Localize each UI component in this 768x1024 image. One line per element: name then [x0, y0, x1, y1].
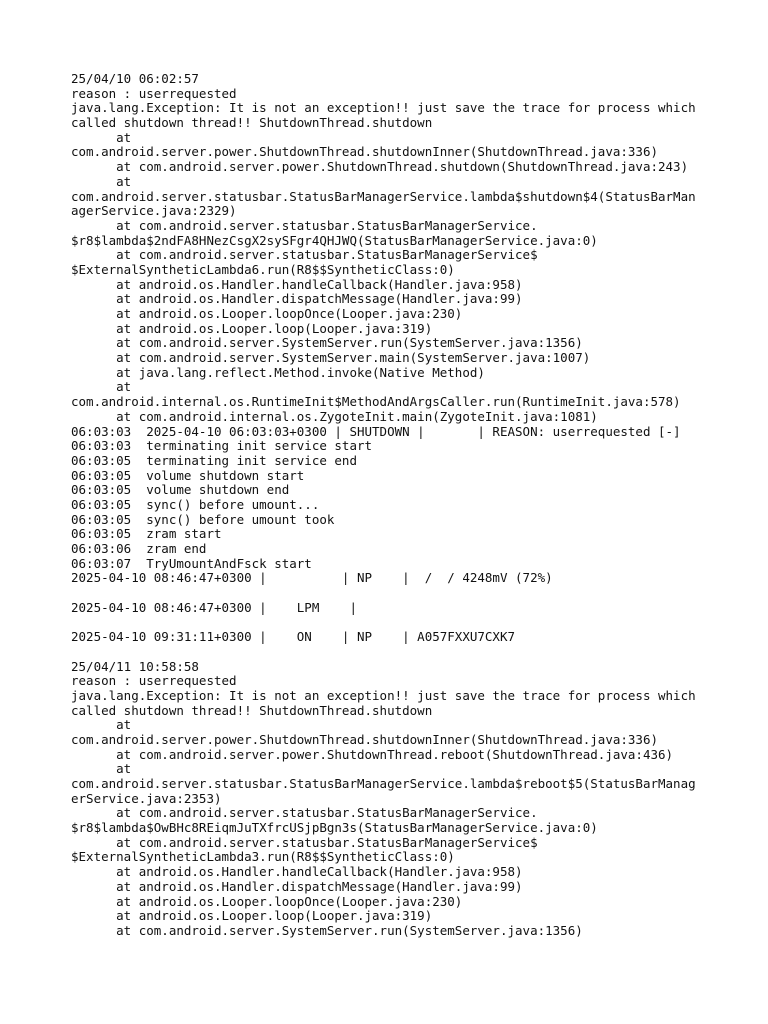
log-line: at [71, 173, 132, 189]
log-line: at com.android.server.statusbar.StatusBarManagerService. [71, 805, 538, 821]
log-line: at com.android.server.power.ShutdownThread.shutdown(ShutdownThread.java:243) [71, 159, 689, 175]
log-line: com.android.internal.os.RuntimeInit$MethodAndArgsCaller.run(RuntimeInit.java:578) [71, 394, 681, 410]
log-line: com.android.server.power.ShutdownThread.shutdownInner(ShutdownThread.java:336) [71, 144, 658, 160]
log-line [71, 615, 711, 630]
log-document [71, 72, 711, 939]
log-line: 06:03:05 volume shutdown end [71, 482, 290, 498]
log-line: at android.os.Looper.loop(Looper.java:319) [71, 908, 433, 924]
log-line: at [71, 761, 132, 777]
log-line: reason : userrequested [71, 85, 237, 101]
log-line [71, 645, 711, 660]
log-line [71, 586, 711, 601]
log-line: 06:03:05 zram start [71, 526, 222, 542]
log-line: 25/04/11 10:58:58 [71, 658, 199, 674]
log-line: at com.android.server.SystemServer.run(SystemServer.java:1356) [71, 922, 583, 938]
log-line: 06:03:03 2025-04-10 06:03:03+0300 | SHUTDOWN | | REASON: userrequested [-] [71, 423, 681, 439]
log-line: $ExternalSyntheticLambda3.run(R8$$SyntheticClass:0) [71, 849, 455, 865]
log-line: reason : userrequested [71, 673, 237, 689]
log-line: $ExternalSyntheticLambda6.run(R8$$SyntheticClass:0) [71, 261, 455, 277]
log-line: at [71, 717, 132, 733]
log-line: at [71, 379, 132, 395]
log-line: com.android.server.statusbar.StatusBarManagerService.lambda$shutdown$4(StatusBarMan [71, 188, 696, 204]
log-line: erService.java:2353) [71, 790, 222, 806]
log-line: at com.android.server.statusbar.StatusBarManagerService$ [71, 834, 538, 850]
log-line: 2025-04-10 09:31:11+0300 | ON | NP | A057FXXU7CXK7 [71, 629, 516, 645]
log-line: at com.android.server.power.ShutdownThread.reboot(ShutdownThread.java:436) [71, 746, 674, 762]
log-line: 06:03:07 TryUmountAndFsck start [71, 555, 312, 571]
log-line: 06:03:05 sync() before umount... [71, 496, 320, 512]
log-line: at android.os.Handler.dispatchMessage(Handler.java:99) [71, 878, 523, 894]
log-line: at com.android.server.statusbar.StatusBarManagerService$ [71, 247, 538, 263]
log-line: 06:03:06 zram end [71, 541, 207, 556]
log-line: called shutdown thread!! ShutdownThread.shutdown [71, 115, 433, 131]
log-line: 2025-04-10 08:46:47+0300 | LPM | [71, 599, 357, 615]
log-line: java.lang.Exception: It is not an exception!! just save the trace for process which [71, 687, 696, 703]
log-line: at android.os.Handler.dispatchMessage(Handler.java:99) [71, 291, 523, 307]
log-line: at android.os.Handler.handleCallback(Handler.java:958) [71, 276, 523, 292]
log-line: at java.lang.reflect.Method.invoke(Native Method) [71, 364, 485, 380]
log-line: java.lang.Exception: It is not an exception!! just save the trace for process which [71, 100, 696, 116]
log-line: 2025-04-10 08:46:47+0300 | | NP | / / 4248mV (72%) [71, 570, 553, 586]
log-line: com.android.server.statusbar.StatusBarManagerService.lambda$reboot$5(StatusBarManag [71, 776, 696, 791]
log-line: called shutdown thread!! ShutdownThread.shutdown [71, 702, 433, 718]
log-line: 06:03:05 sync() before umount took [71, 511, 335, 527]
log-line: agerService.java:2329) [71, 203, 237, 219]
log-line: 06:03:05 terminating init service end [71, 452, 357, 468]
log-line: at android.os.Looper.loop(Looper.java:319) [71, 320, 433, 336]
log-line: 25/04/10 06:02:57 [71, 71, 199, 86]
log-line: at [71, 129, 132, 145]
log-line: at com.android.server.statusbar.StatusBarManagerService. [71, 217, 538, 233]
log-line: 06:03:05 volume shutdown start [71, 467, 305, 483]
log-line: at com.android.internal.os.ZygoteInit.main(ZygoteInit.java:1081) [71, 408, 598, 424]
log-line: at android.os.Handler.handleCallback(Handler.java:958) [71, 864, 523, 880]
log-line: at com.android.server.SystemServer.main(SystemServer.java:1007) [71, 350, 591, 366]
log-line: $r8$lambda$OwBHc8REiqmJuTXfrcUSjpBgn3s(StatusBarManagerService.java:0) [71, 820, 598, 836]
log-line: at android.os.Looper.loopOnce(Looper.java:230) [71, 306, 463, 321]
log-line: at android.os.Looper.loopOnce(Looper.java:230) [71, 893, 463, 909]
log-line: com.android.server.power.ShutdownThread.shutdownInner(ShutdownThread.java:336) [71, 731, 658, 747]
log-line: 06:03:03 terminating init service start [71, 438, 373, 454]
log-line: at com.android.server.SystemServer.run(SystemServer.java:1356) [71, 335, 583, 351]
log-line: $r8$lambda$2ndFA8HNezCsgX2sySFgr4QHJWQ(StatusBarManagerService.java:0) [71, 232, 598, 248]
